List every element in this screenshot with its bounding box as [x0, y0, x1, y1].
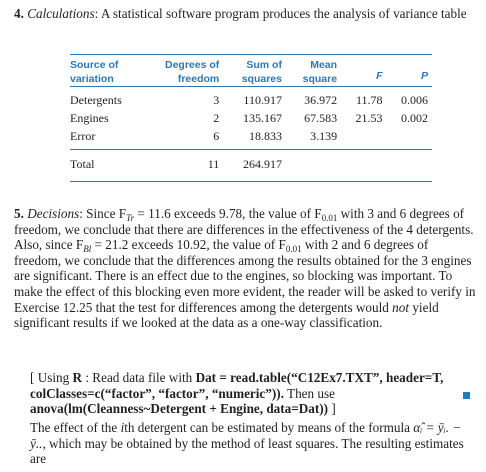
table-header-row [70, 55, 432, 87]
section-4-text: : A statistical software program produces the analysis of variance table [94, 6, 467, 21]
section-4-heading: Calculations [27, 6, 95, 21]
table-row: Detergents 3 110.917 36.972 11.78 0.006 [70, 87, 432, 110]
header-df: Degrees of freedom [165, 59, 220, 85]
table-row: Engines 2 135.167 67.583 21.53 0.002 [70, 111, 428, 125]
header-p: P [420, 70, 428, 82]
section-6-paragraph: The effect of the ith detergent can be estimated by means of the formula α̂ᵢ = ȳᵢ. − ȳ.., which may be obtained by the method of least squares. The resulting estimates are [30, 420, 464, 467]
header-f: F [376, 70, 383, 82]
end-of-example-marker [463, 392, 470, 399]
section-5-paragraph: 5. Decisions: Since $F_{Tr} = 11.6$ exceeds 9.78, the value of $F_{0.01}$ with 3 and 6 degrees of freedom, we conclude that there are differences in the effectiveness of the 4 detergents. Also, since $F_{Bl} = 21.2$ exceeds 10.92, the value of $F_{0.01}$ with 2 and 6 degrees of freedom, we conclude that the differences among the results obtained for the 3 engines are significant. There is an effect due to the engines, so blocking was important. To make the effect of this blocking even more evident, the reader will be asked to verify in Exercise 12.25 that the test for differences among the detergents would not yield significant results if we looked at the data as a one-way classification. [14, 206, 476, 331]
section-4-paragraph [14, 6, 476, 22]
table-total-row: Total 11 264.917 [70, 150, 432, 182]
r-code-note: [ Using R : Read data file with Dat = read.table(“C12Ex7.TXT”, header=T, colClasses=c(“factor”, “factor”, “numeric”)). Then use anova(lm(Cleanness~Detergent + Engine, data=Dat)) ] [30, 370, 444, 417]
header-source: Source of variation [70, 59, 119, 85]
header-ms: Mean square [302, 59, 338, 85]
section-4-number: 4. [14, 6, 24, 21]
anova-table [70, 54, 432, 182]
table-row: Error 6 18.833 3.139 [70, 129, 338, 143]
header-ss: Sum of squares [241, 59, 282, 85]
